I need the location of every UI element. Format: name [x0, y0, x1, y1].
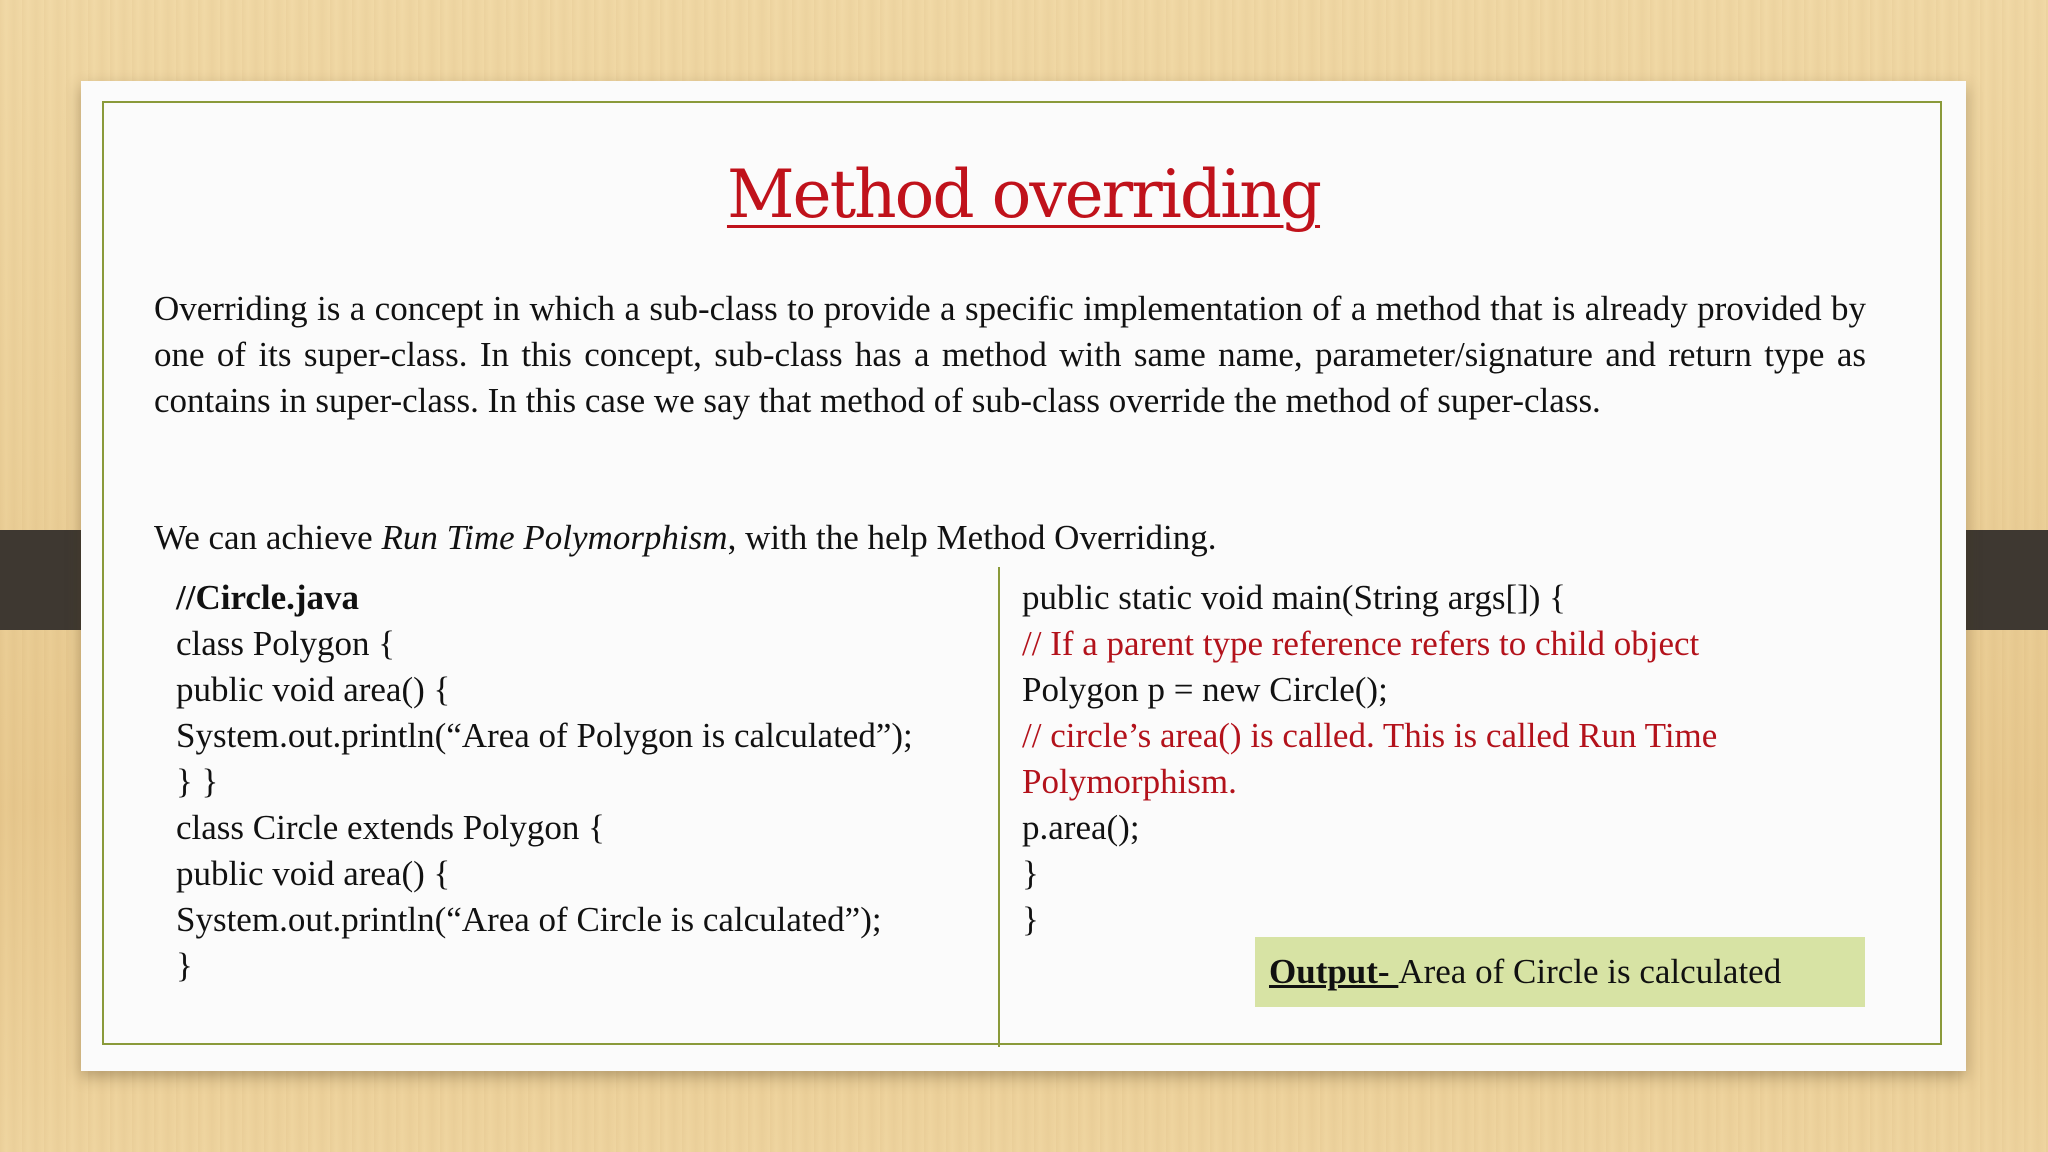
slide: [81, 81, 1966, 1071]
output-text: Area of Circle is calculated: [1398, 952, 1782, 991]
slide-title: Method overriding: [726, 156, 1321, 233]
output-label: Output-: [1269, 952, 1399, 991]
code-line: System.out.println(“Area of Circle is calculated”);: [176, 900, 882, 939]
code-line: System.out.println(“Area of Polygon is calculated”);: [176, 716, 913, 755]
code-line: Polygon p = new Circle();: [1022, 670, 1388, 709]
code-line: class Polygon {: [176, 624, 396, 663]
code-left-column: [176, 575, 913, 989]
code-line: }: [1022, 854, 1039, 893]
code-comment: // If a parent type reference refers to child object: [1022, 624, 1700, 663]
polymorphism-sentence: [154, 515, 1217, 561]
code-line: } }: [176, 762, 219, 801]
code-line: p.area();: [1022, 808, 1140, 847]
code-comment: // circle’s area() is called. This is called Run Time: [1022, 716, 1718, 755]
intro-paragraph: Overriding is a concept in which a sub-class to provide a specific implementation of a method that is already provided by one of its super-class. In this concept, sub-class has a method with same name, parameter/signature and return type as contains in super-class. In this case we say that method of sub-class override the method of super-class.: [154, 289, 1866, 420]
code-line: public void area() {: [176, 854, 451, 893]
achieve-suffix: , with the help Method Overriding.: [727, 518, 1217, 557]
output-box: [1255, 937, 1865, 1007]
code-line: }: [176, 946, 193, 985]
column-divider: [998, 567, 1000, 1047]
code-line: }: [1022, 900, 1039, 939]
code-line: public void area() {: [176, 670, 451, 709]
code-line: public static void main(String args[]) {: [1022, 578, 1566, 617]
code-line: class Circle extends Polygon {: [176, 808, 605, 847]
achieve-emphasis: Run Time Polymorphism: [381, 518, 728, 557]
code-comment: Polymorphism.: [1022, 762, 1237, 801]
achieve-prefix: We can achieve: [154, 518, 382, 557]
code-line: //Circle.java: [176, 578, 360, 617]
code-right-column: [1022, 575, 1717, 943]
